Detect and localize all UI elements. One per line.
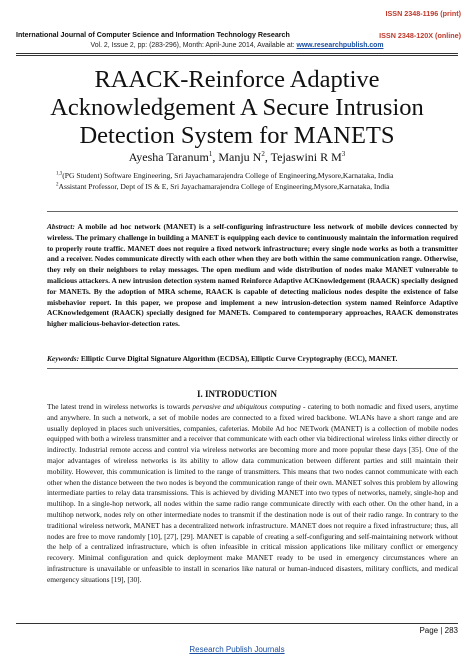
issn-online: ISSN 2348-120X (online): [379, 31, 461, 40]
introduction-body: [47, 402, 458, 586]
footer-rule: [16, 623, 458, 624]
keywords-text: Elliptic Curve Digital Signature Algorithm (ECDSA), Elliptic Curve Cryptography (ECC), MANET.: [80, 354, 398, 363]
intro-text: The latest trend in wireless networks is towards: [47, 402, 193, 411]
abstract-label: Abstract:: [47, 222, 75, 231]
issn-print: ISSN 2348-1196 (print): [385, 9, 461, 18]
page-number: Page | 283: [419, 626, 458, 635]
author-sup: 1: [208, 150, 213, 158]
header-rule: [16, 53, 458, 54]
affiliation-sup: 2: [56, 182, 59, 188]
affiliation-text: (PG Student) Software Engineering, Sri Jayachamarajendra College of Engineering,Mysore,Karnataka, India: [62, 171, 394, 180]
journal-name: International Journal of Computer Science and Information Technology Research: [16, 31, 290, 39]
affiliation: [56, 182, 389, 191]
volume-text: Vol. 2, Issue 2, pp: (283-296), Month: April-June 2014, Available at:: [90, 42, 297, 49]
paper-title: RAACK-Reinforce Adaptive Acknowledgement A Secure Intrusion Detection System for MANETS: [50, 66, 424, 149]
section-heading: I. INTRODUCTION: [196, 389, 277, 399]
intro-italic: pervasive and ubiquitous computing: [192, 402, 301, 411]
author-sup: 3: [341, 150, 346, 158]
keywords: [47, 354, 458, 363]
keywords-label: Keywords:: [47, 354, 80, 363]
author-name: Manju N: [218, 150, 262, 164]
author-name: Tejaswini R M: [270, 150, 342, 164]
footer-publisher-link[interactable]: Research Publish Journals: [189, 645, 285, 654]
website-link[interactable]: www.researchpublish.com: [296, 42, 384, 49]
affiliation-sup: 1,3: [56, 171, 63, 177]
intro-text-cont: - catering to both nomadic and fixed users, anytime and anywhere. In such a network, a set of mobile nodes are connected to a fixed wired backbone. WLANs have a short range and are usually deployed in places such universities, companies, cafeterias. Mobile Ad hoc NETwork (MANET) is a collection of mobile nodes equipped with both a wireless transmitter and a receiver that communicate with each other via bidirectional wireless links either directly or indirectly. Industrial remote access and control via wireless networks are becoming more and more popular these days [35]. One of the major advantages of wireless networks is its ability to allow data communication between different parties and still maintain their mobility. However, this communication is limited to the range of transmitters. This means that two nodes cannot communicate with each other when the distance between the two nodes is beyond the communication range of their own. MANET solves this problem by allowing intermediate parties to relay data transmissions. This is achieved by dividing MANET into two types of networks, namely, single-hop and multihop. In a single-hop network, all nodes within the same radio range communicate directly with each other. On the other hand, in a multihop network, nodes rely on other intermediate nodes to transmit if the destination node is out of their radio range. In contrary to the traditional wireless network, MANET has a decentralized network infrastructure. MANET does not require a fixed infrastructure; thus, all nodes are free to move randomly [10], [27], [29]. MANET is capable of creating a self-configuring and self-maintaining network without the help of a centralized infrastructure, which is often infeasible in critical mission applications like military conflict or emergency recovery. Minimal configuration and quick deployment make MANET ready to be used in emergency circumstances where an infrastructure is unavailable or unfeasible to install in scenarios like natural or human-induced disasters, military conflicts, and medical emergency situations [19], [30].: [47, 402, 458, 584]
author-name: Ayesha Taranum: [128, 150, 209, 164]
abstract: [47, 222, 458, 330]
header-rule-double: [16, 55, 458, 56]
volume-info: [0, 42, 474, 49]
abstract-rule-top: [47, 211, 458, 212]
author-list: Ayesha Taranum$^1$, Manju $N^2$, Tejaswini R $M^3$: [128, 150, 346, 164]
abstract-rule-bottom: [47, 368, 458, 369]
affiliation-text: Assistant Professor, Dept of IS & E, Sri Jayachamarajendra College of Engineering,Mysore,Karnataka, India: [58, 182, 390, 191]
author-sup: 2: [261, 150, 265, 158]
affiliation: [56, 171, 394, 180]
abstract-text: A mobile ad hoc network (MANET) is a self-configuring infrastructure less network of mobile devices connected by wireless. The primary challenge in building a MANET is equipping each device to continuously maintain the information required to properly route traffic. MANET does not require a fixed network infrastructure; every single node works as both a transmitter and a receiver. Nodes communicate directly with each other when they are both within the same communication range. Otherwise, they rely on their neighbors to relay messages. The open medium and wide distribution of nodes make MANET vulnerable to malicious attackers. A new intrusion detection system named Reinforce Adaptive ACKnowledgement (RAACK) specially designed for MANETs. By the adoption of MRA scheme, RAACK is capable of detecting malicious nodes despite the existence of false misbehavior report. In this paper, we propose and implement a new intrusion-detection system named Reinforce Adaptive ACKnowledgement (RAACK) specially designed for MANETs. Compared to contemporary approaches, RAACK demonstrates higher malicious-behavior-detection rates.: [47, 222, 458, 329]
